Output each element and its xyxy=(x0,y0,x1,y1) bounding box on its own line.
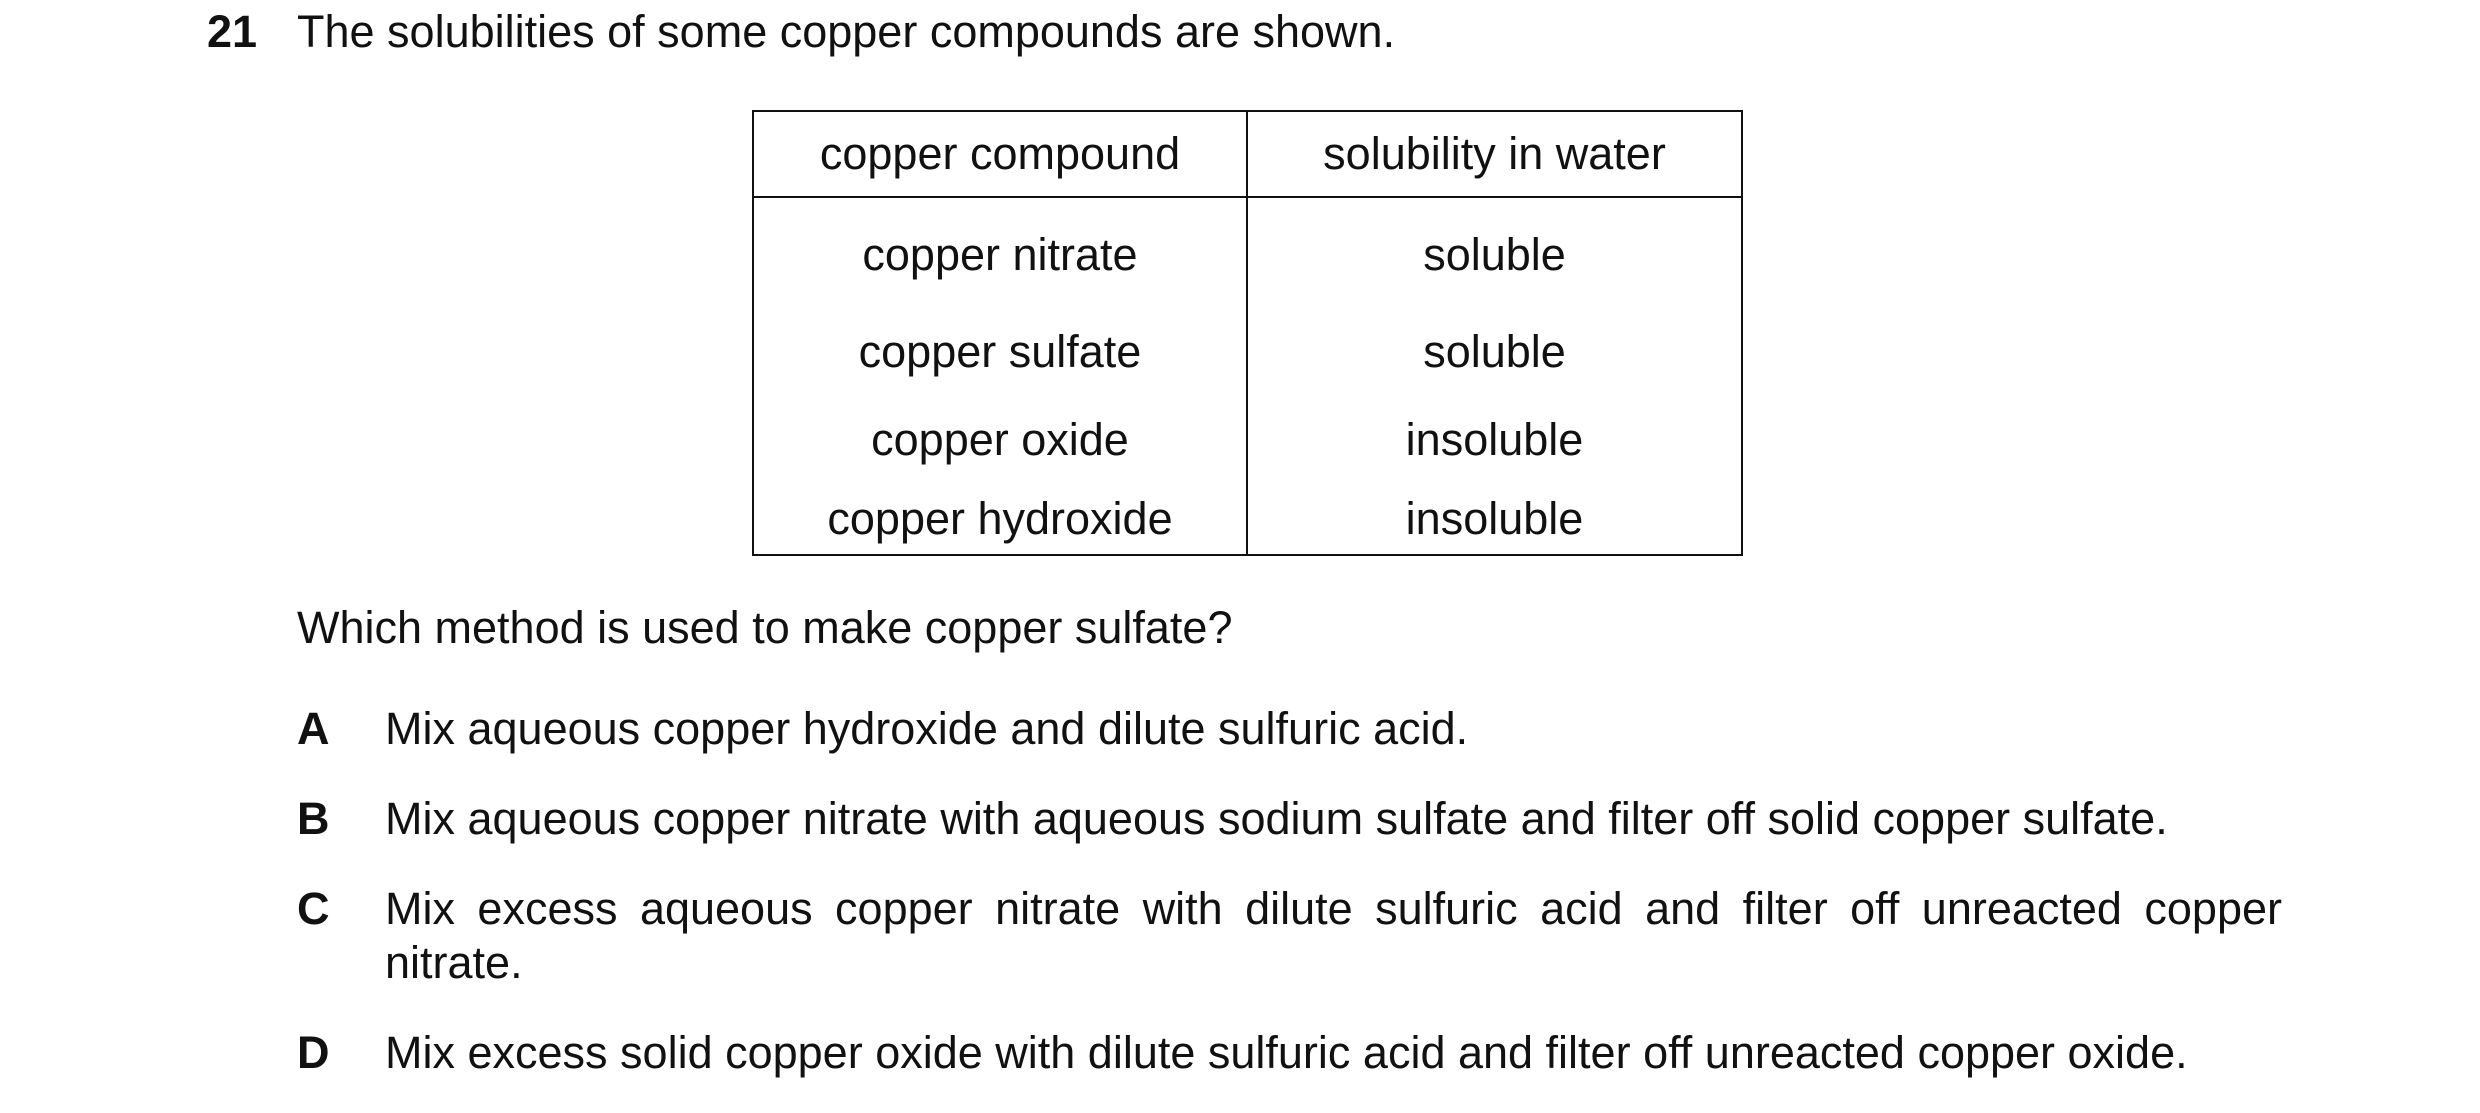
table-cell-compound: copper sulfate xyxy=(753,308,1247,396)
table-row xyxy=(753,308,1742,396)
table-cell-compound: copper nitrate xyxy=(753,197,1247,308)
solubility-table xyxy=(752,110,1743,556)
table-row xyxy=(753,197,1742,308)
question-prompt: Which method is used to make copper sulfate? xyxy=(297,602,1233,653)
table-row xyxy=(753,396,1742,484)
table-cell-solubility: insoluble xyxy=(1247,484,1742,555)
option-letter: D xyxy=(297,1027,330,1078)
question-stem: The solubilities of some copper compounds are shown. xyxy=(297,6,1396,57)
table-cell-compound: copper oxide xyxy=(753,396,1247,484)
table-row xyxy=(753,484,1742,555)
option-text: Mix excess solid copper oxide with dilute sulfuric acid and filter off unreacted copper oxide. xyxy=(385,1027,2188,1078)
option-text: Mix aqueous copper nitrate with aqueous sodium sulfate and filter off solid copper sulfate. xyxy=(385,793,2168,844)
option-text: Mix excess aqueous copper nitrate with dilute sulfuric acid and filter off unreacted copper nitrate. xyxy=(385,883,2282,988)
option-text: Mix aqueous copper hydroxide and dilute sulfuric acid. xyxy=(385,703,1469,754)
table-cell-compound: copper hydroxide xyxy=(753,484,1247,555)
option-letter: B xyxy=(297,793,330,844)
column-header-solubility: solubility in water xyxy=(1247,111,1742,197)
option-letter: A xyxy=(297,703,330,754)
table-cell-solubility: insoluble xyxy=(1247,396,1742,484)
column-header-compound: copper compound xyxy=(753,111,1247,197)
table-cell-solubility: soluble xyxy=(1247,197,1742,308)
question-number: 21 xyxy=(207,6,258,57)
table-cell-solubility: soluble xyxy=(1247,308,1742,396)
table-header-row xyxy=(753,111,1742,197)
option-letter: C xyxy=(297,883,330,934)
